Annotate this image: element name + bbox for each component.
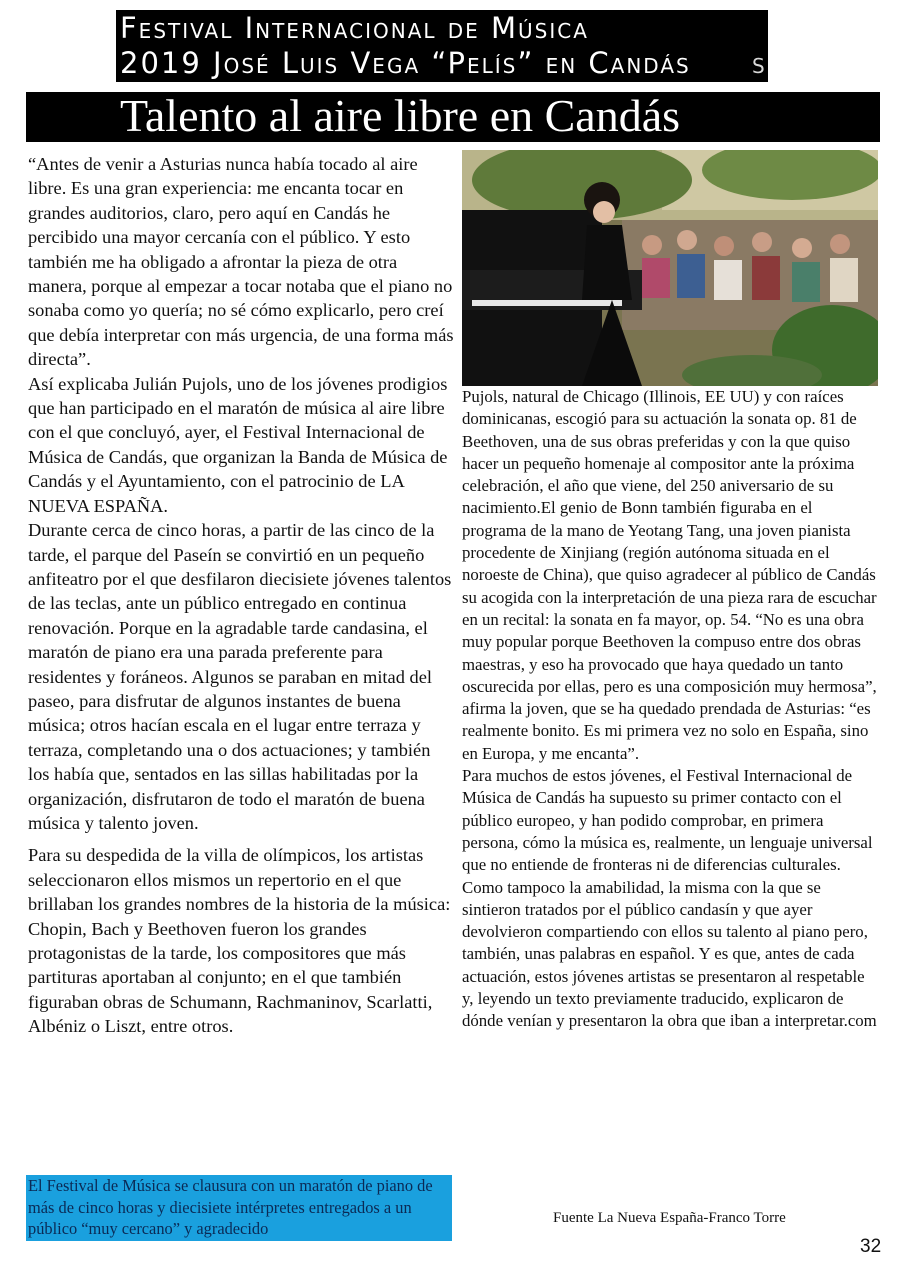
highlight-summary: El Festival de Música se clausura con un maratón de piano de más de cinco horas y diecisiete intérpretes entregados a un público “muy cercano” y agradecido [26, 1175, 452, 1241]
header-line-1: Festival Internacional de Música [120, 11, 589, 45]
source-credit: Fuente La Nueva España-Franco Torre [553, 1210, 786, 1226]
left-paragraph-1: “Antes de venir a Asturias nunca había tocado al aire libre. Es una gran experiencia: me encanta tocar en grandes auditorios, claro, pero aquí en Candás he percibido una mayor cercanía con el público. Y esto también me ha obligado a afrontar la pieza de otra manera, porque al empezar a tocar notaba que el piano no sonaba como yo quería; no sé cómo explicarlo, pero creí que debía interpretar con más urgencia, de una forma más directa”. [28, 154, 454, 370]
pianist-photo [462, 150, 878, 386]
right-column [462, 386, 880, 1033]
left-paragraph-2: Así explicaba Julián Pujols, uno de los jóvenes prodigios que han participado en el maratón de música al aire libre con el que concluyó, ayer, el Festival Internacional de Música de Candás, que organizan la Banda de Música de Candás y el Ayuntamiento, con el patrocinio de LA NUEVA ESPAÑA. [28, 373, 448, 516]
header-ghost-char: s [752, 46, 765, 80]
left-paragraph-3: Durante cerca de cinco horas, a partir de las cinco de la tarde, el parque del Paseín se convirtió en un pequeño anfiteatro por el que desfilaron diecisiete jóvenes talentos de las teclas, ante un público entregado en continua renovación. Porque en la agradable tarde candasina, el maratón de piano era una parada preferente para residentes y foráneos. Algunos se paraban en mitad del paseo, para disfrutar de algunos instantes de buena música; otros hacían escala en el lugar entre terraza y terraza, completando una o dos actuaciones; y también los había que, sentados en las sillas habilitadas por la organización, disfrutaron de todo el maratón de buena música y talento joven. [28, 520, 452, 833]
right-paragraph-2: Para muchos de estos jóvenes, el Festival Internacional de Música de Candás ha supuesto su primer contacto con el público europeo, y han podido comprobar, en primera persona, cómo la música es, realmente, un lenguaje universal que no entiende de fronteras ni de diferencias culturales. Como tampoco la amabilidad, la misma con la que se sintieron tratados por el público candasín y que ayer devolvieron compartiendo con ellos su talento al piano pero, también, unas palabras en español. Y es que, antes de cada actuación, estos jóvenes artistas se presentaron al respetable y, leyendo un texto previamente traducido, explicaron de dónde venían y presentaron la obra que iban a interpretar.com [462, 766, 877, 1031]
page-number: 32 [860, 1236, 882, 1257]
right-paragraph-1: Pujols, natural de Chicago (Illinois, EE UU) y con raíces dominicanas, escogió para su actuación la sonata op. 81 de Beethoven, una de sus obras preferidas y con la que quiso hacer un pequeño homenaje al compositor ante la próxima celebración, el año que viene, del 250 aniversario de su nacimiento.El genio de Bonn también figuraba en el programa de la mano de Yeotang Tang, una joven pianista procedente de Xinjiang (región autónoma situada en el noroeste de China), que quiso agradecer al público de Candás su acogida con la interpretación de una pieza rara de escuchar en un recital: la sonata en fa mayor, op. 54. “No es una obra muy popular porque Beethoven la compuso entre dos obras maestras, y eso ha provocado que haya quedado un tanto oscurecida por ellas, pero es una composición muy hermosa”, afirma la joven, que se ha quedado prendada de Asturias: “es realmente bonito. Es mi primera vez no solo en España, sino en Europa, y me encanta”. [462, 387, 877, 763]
article-title: Talento al aire libre en Candás [120, 90, 681, 141]
header-line-2: 2019 José Luis Vega “Pelís” en Candás [120, 46, 691, 80]
left-paragraph-4: Para su despedida de la villa de olímpicos, los artistas seleccionaron ellos mismos un repertorio en el que brillaban los grandes nombres de la historia de la música: Chopin, Bach y Beethoven fueron los grandes protagonistas de la tarde, los compositores que más partituras aportaban al conjunto; en el que también figuraban obras de Schumann, Rachmaninov, Scarlatti, Albéniz o Liszt, entre otros. [28, 845, 451, 1037]
left-column [28, 152, 454, 1039]
